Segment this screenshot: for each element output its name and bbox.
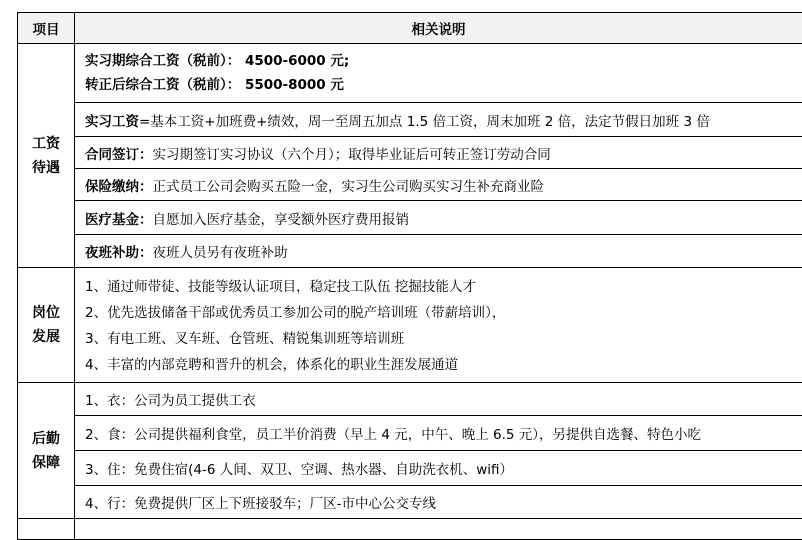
table-row xyxy=(18,486,802,519)
table-row xyxy=(18,169,802,201)
table-row xyxy=(18,383,802,416)
regular-pay-range: 转正后综合工资（税前）： 5500-8000 元 xyxy=(85,73,802,97)
housing-cell xyxy=(75,451,802,486)
header-description: 相关说明 xyxy=(75,13,802,44)
table-row xyxy=(18,416,802,451)
contract-text: 实习期签订实习协议（六个月）；取得毕业证后可转正签订劳动合同 xyxy=(153,147,551,163)
development-item: 1、通过师带徒、技能等级认证项目，稳定技工队伍 挖掘技能人才 xyxy=(85,274,802,300)
table-row xyxy=(18,44,802,103)
transport-cell xyxy=(75,486,802,519)
header-item: 项目 xyxy=(18,13,75,44)
empty-cell xyxy=(75,519,802,540)
food-text: 2、食：公司提供福利食堂，员工半价消费（早上 4 元，中午、晚上 6.5 元），另提供自选餐、特色小吃 xyxy=(85,427,701,443)
category-development xyxy=(18,268,75,383)
intern-pay-text: =基本工资+加班费+绩效，周一至周五加点 1.5 倍工资，周末加班 2 倍，法定节假日加班 3 倍 xyxy=(139,114,710,130)
table-row xyxy=(18,103,802,137)
transport-text: 4、行：免费提供厂区上下班接驳车；厂区-市中心公交专线 xyxy=(85,496,436,512)
insurance-cell xyxy=(75,169,802,201)
night-shift-cell xyxy=(75,235,802,268)
insurance-text: 正式员工公司会购买五险一金，实习生公司购买实习生补充商业险 xyxy=(153,179,545,195)
intern-pay-cell xyxy=(75,103,802,137)
table-row xyxy=(18,451,802,486)
benefits-table xyxy=(17,12,802,540)
category-salary-line2: 待遇 xyxy=(18,156,74,180)
category-salary-line1: 工资 xyxy=(18,132,74,156)
category-development-line2: 发展 xyxy=(18,325,74,349)
table-row xyxy=(18,268,802,383)
pay-range-cell xyxy=(75,44,802,103)
night-shift-text: 夜班人员另有夜班补助 xyxy=(153,245,288,261)
category-development-line1: 岗位 xyxy=(18,301,74,325)
table-header-row xyxy=(18,13,802,44)
housing-text: 3、住：免费住宿(4-6 人间、双卫、空调、热水器、自助洗衣机、wifi） xyxy=(85,462,513,478)
medical-label: 医疗基金： xyxy=(85,212,153,228)
table-row xyxy=(18,137,802,169)
night-shift-label: 夜班补助： xyxy=(85,245,153,261)
development-item: 4、丰富的内部竞聘和晋升的机会，体系化的职业生涯发展通道 xyxy=(85,352,802,378)
category-salary xyxy=(18,44,75,268)
development-cell xyxy=(75,268,802,383)
table-row xyxy=(18,519,802,540)
table-row xyxy=(18,235,802,268)
development-item: 3、有电工班、叉车班、仓管班、精锐集训班等培训班 xyxy=(85,326,802,352)
medical-text: 自愿加入医疗基金，享受额外医疗费用报销 xyxy=(153,212,410,228)
table-row xyxy=(18,201,802,235)
development-item: 2、优先选拔储备干部或优秀员工参加公司的脱产培训班（带薪培训）， xyxy=(85,300,802,326)
contract-label: 合同签订： xyxy=(85,147,153,163)
insurance-label: 保险缴纳： xyxy=(85,179,153,195)
category-logistics-line2: 保障 xyxy=(18,451,74,475)
medical-cell xyxy=(75,201,802,235)
contract-cell xyxy=(75,137,802,169)
intern-pay-label: 实习工资 xyxy=(85,114,139,130)
clothing-cell xyxy=(75,383,802,416)
category-logistics xyxy=(18,383,75,519)
empty-cell xyxy=(18,519,75,540)
category-logistics-line1: 后勤 xyxy=(18,427,74,451)
intern-pay-range: 实习期综合工资（税前）： 4500-6000 元; xyxy=(85,49,802,73)
clothing-text: 1、衣：公司为员工提供工衣 xyxy=(85,393,256,409)
food-cell xyxy=(75,416,802,451)
